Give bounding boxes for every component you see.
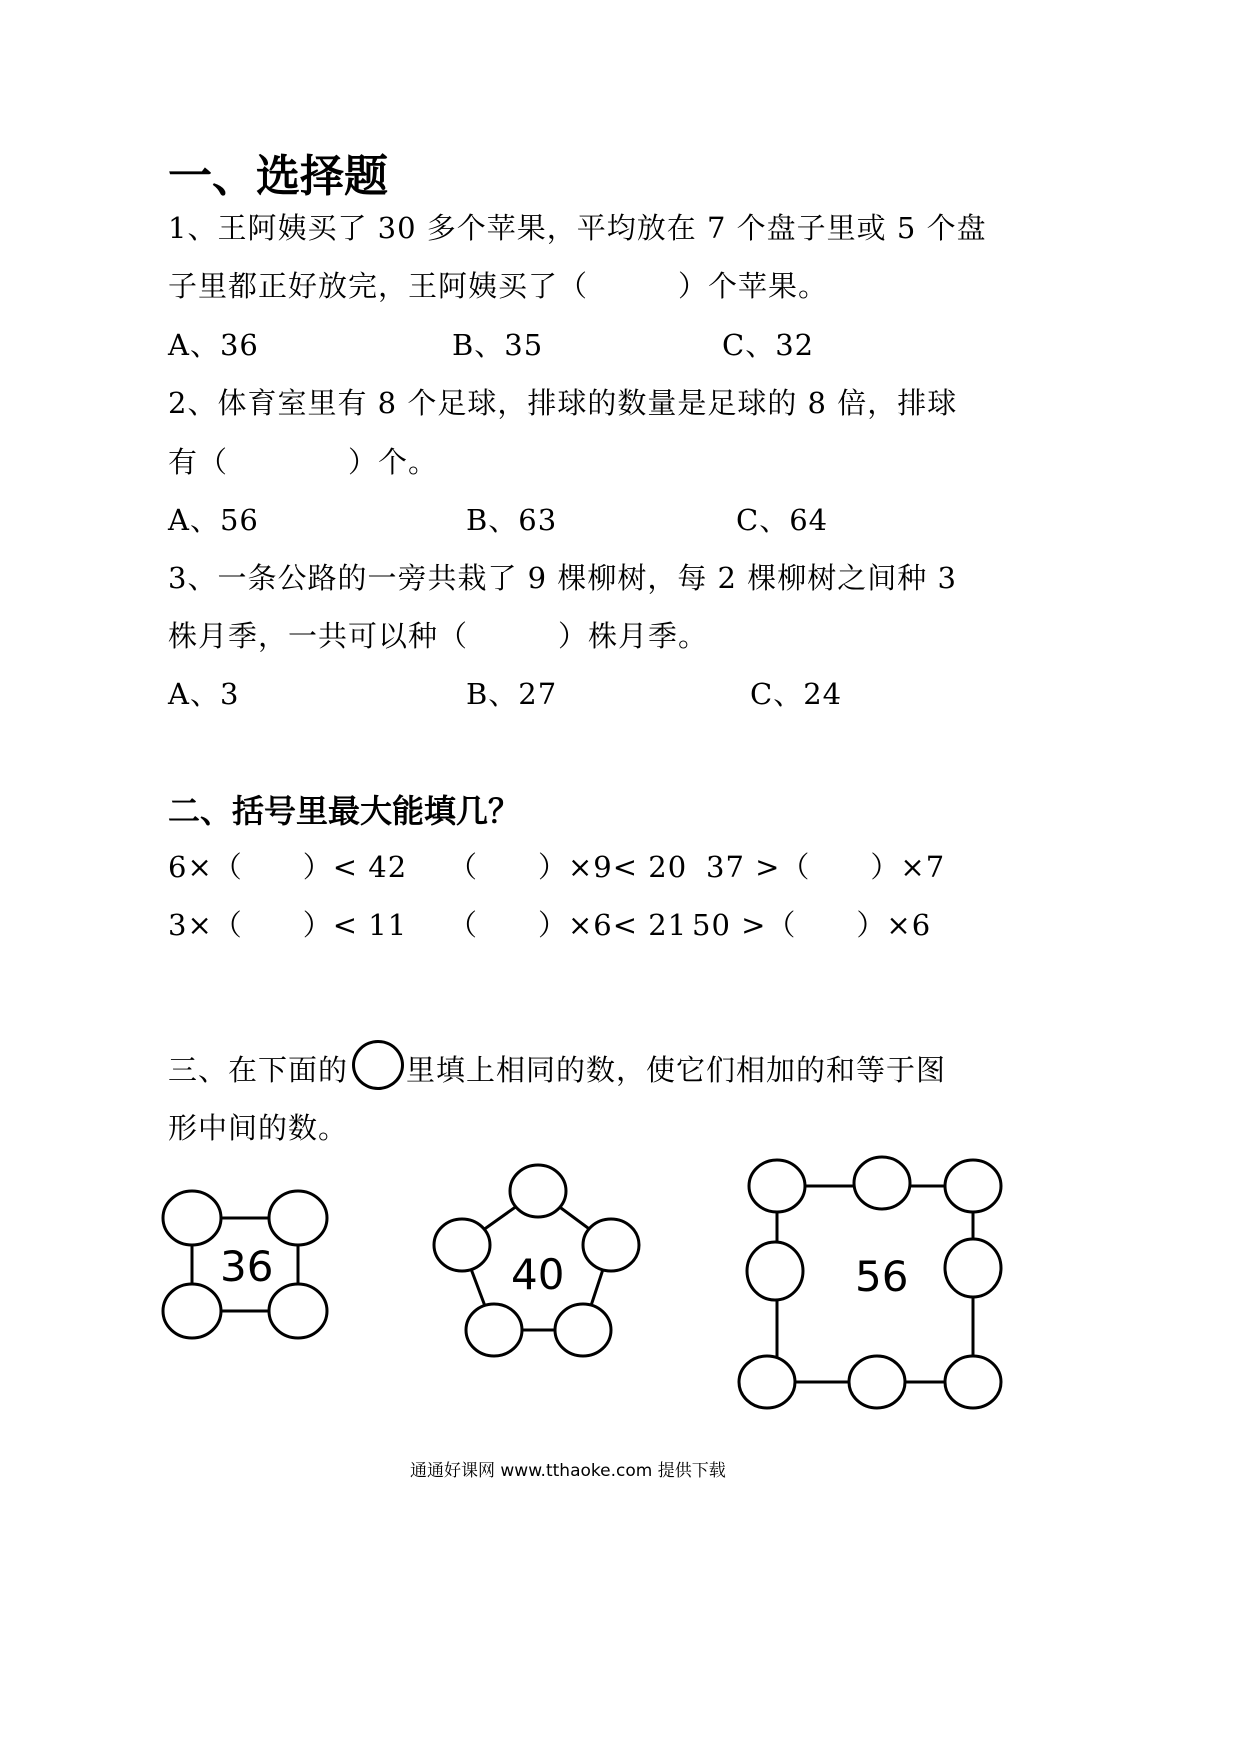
section3-instruction-line2: 形中间的数。 — [168, 1111, 349, 1145]
inequality-2-2: （ ）×6< 21 — [448, 908, 688, 942]
figure2-center-number: 40 — [511, 1250, 565, 1299]
section2-title: 二、括号里最大能填几？ — [168, 792, 521, 830]
inequality-2-1: 3×（ ）< 11 — [168, 908, 408, 942]
question3-option-b: B、27 — [466, 677, 558, 711]
figure2-node-bottom-left — [466, 1304, 522, 1356]
question3-option-c: C、24 — [750, 677, 843, 711]
question1-option-c: C、32 — [722, 328, 815, 362]
figure2-node-top — [510, 1165, 566, 1217]
figure3-node-top-middle — [854, 1157, 910, 1209]
figure3-node-bottom-middle — [849, 1356, 905, 1408]
inequality-2-3: 50 >（ ）×6 — [692, 908, 932, 942]
figure3-center-number: 56 — [855, 1252, 909, 1301]
inequality-1-3: 37 >（ ）×7 — [706, 850, 946, 884]
figure2-node-left — [434, 1219, 490, 1271]
question1-line2: 子里都正好放完，王阿姨买了（ ）个苹果。 — [168, 269, 829, 303]
figure3-node-middle-left — [747, 1242, 803, 1300]
section3-instruction-part2: 里填上相同的数，使它们相加的和等于图 — [406, 1053, 947, 1087]
question1-option-a: A、36 — [168, 328, 259, 362]
figure1-node-top-left — [163, 1191, 221, 1245]
question3-line2: 株月季，一共可以种（ ）株月季。 — [168, 619, 709, 653]
footer-credit: 通通好课网 www.tthaoke.com 提供下载 — [410, 1461, 726, 1481]
question2-line2: 有（ ）个。 — [168, 445, 439, 479]
figure2-node-right — [583, 1219, 639, 1271]
figure2-node-bottom-right — [555, 1304, 611, 1356]
figure3-node-top-right — [945, 1160, 1001, 1212]
figure3-node-bottom-right — [945, 1356, 1001, 1408]
question2-option-c: C、64 — [736, 503, 829, 537]
inequality-1-2: （ ）×9< 20 — [448, 850, 688, 884]
figure1-node-bottom-left — [163, 1284, 221, 1338]
figure3-node-top-left — [749, 1160, 805, 1212]
question2-option-b: B、63 — [466, 503, 558, 537]
section3-instruction-part1: 三、在下面的 — [168, 1053, 349, 1087]
question2-line1: 2、体育室里有 8 个足球，排球的数量是足球的 8 倍，排球 — [168, 386, 958, 420]
question3-option-a: A、3 — [168, 677, 240, 711]
figure1-center-number: 36 — [220, 1242, 274, 1291]
inequality-1-1: 6×（ ）< 42 — [168, 850, 408, 884]
figure1-node-bottom-right — [269, 1284, 327, 1338]
section1-title: 一、选择题 — [168, 151, 388, 202]
question2-option-a: A、56 — [168, 503, 259, 537]
question1-option-b: B、35 — [452, 328, 544, 362]
figure3-node-bottom-left — [739, 1356, 795, 1408]
question1-line1: 1、王阿姨买了 30 多个苹果，平均放在 7 个盘子里或 5 个盘 — [168, 211, 987, 245]
question3-line1: 3、一条公路的一旁共栽了 9 棵柳树，每 2 棵柳树之间种 3 — [168, 561, 957, 595]
figure3-node-middle-right — [945, 1239, 1001, 1297]
figure1-node-top-right — [269, 1191, 327, 1245]
